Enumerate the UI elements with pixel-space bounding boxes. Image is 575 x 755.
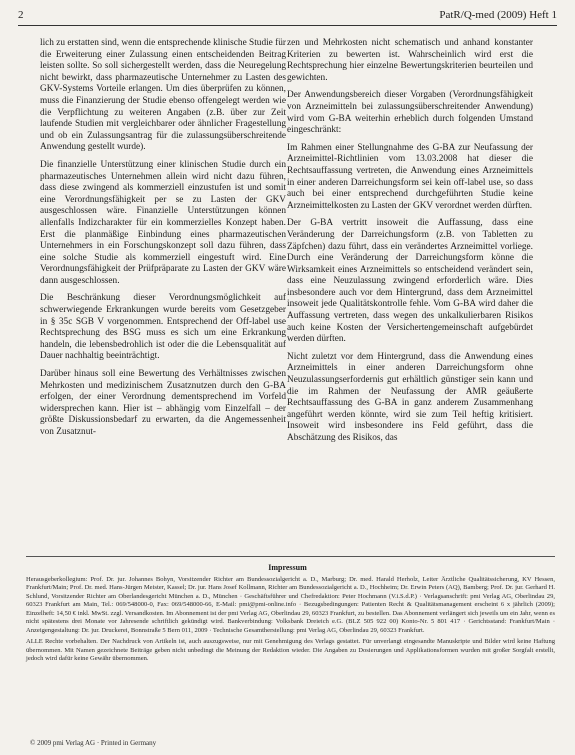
impressum-title: Impressum	[268, 563, 307, 572]
body-paragraph: Im Rahmen einer Stellungnahme des G-BA zur Neufassung der Arzneimittel-Richtlinien vom 13.03.2008 hat dieser die Rechtsauffassung vertreten, die Anwendung eines Arzneimittels in einer anderen Darreichungsform sei kein off-label use, so dass auch bei einer entsprechend durchgeführten Studie keine Arzneimittelkosten zu Lasten der GKV verordnet werden dürften.	[287, 142, 533, 211]
left-column	[40, 38, 286, 445]
journal-title: PatR/Q-med (2009) Heft 1	[439, 9, 557, 21]
body-paragraph: zen und Mehrkosten nicht schematisch und anhand konstanter Kriterien zu bewerten ist. Wahrscheinlich wird erst die Rechtsprechung hier einzelne Bewertungskriterien beurteilen und gewichten.	[287, 38, 533, 83]
body-paragraph: Der Anwendungsbereich dieser Vorgaben (Verordnungsfähigkeit von Arzneimitteln bei zulassungsüberschreitender Anwendung) wird vom G-BA weiterhin erheblich durch folgenden Umstand eingeschränkt:	[287, 90, 533, 136]
impressum-rule	[26, 556, 555, 557]
right-column	[287, 38, 533, 451]
body-paragraph: lich zu erstatten sind, wenn die entsprechende klinische Studie für die Erweiterung einer Zulassung einen entscheidenden Beitrag leisten sollte. So soll sichergestellt werden, dass die Neuregelung nicht bewirkt, dass pharmazeutische Unternehmer zu Lasten des GKV-Systems Vorteile erlangen. Um dies überprüfen zu können, muss die Finanzierung der Studie ebenso offengelegt werden wie die Verpflichtung zu weiteren Angaben (z.B. über zur Zeit laufende Studien mit vergleichbarer oder ähnlicher Fragestellung und ob ein Zulassungsantrag für die zulassungsüberschreitende Anwendung gestellt wurde).	[40, 38, 286, 153]
body-paragraph: Die finanzielle Unterstützung einer klinischen Studie durch ein pharmazeutisches Unternehmen allein wird nicht dazu führen, dass diese zwingend als kommerziell einzustufen ist und somit eine Verordnungsfähigkeit per se zu Lasten der GKV ausgeschlossen wäre. Finanzielle Unterstützungen können allenfalls Indizcharakter für ein kommerzielles Konzept haben. Erst die planmäßige Einbindung eines pharmazeutischen Unternehmers in ein Forschungskonzept soll dazu führen, dass eine solche Studie als kommerziell eingestuft wird. Eine Verordnungsfähigkeit der Prüfpräparate zu Lasten der GKV wäre dann ausgeschlossen.	[40, 159, 286, 286]
impressum-paragraph: Herausgeberkollegium: Prof. Dr. jur. Johannes Bohyn, Vorsitzender Richter am Bundessozialgericht a. D., Marburg; Dr. med. Harald Herholz, Leiter Ärztliche Qualitätssicherung, KV Hessen, Frankfurt/Main; Prof. Dr. med. Hans-Jürgen Meister, Kassel; Dr. jur. Hans Josef Kollmann, Richter am Bundessozialgericht a. D., Hochheim; Dr. Erwin Peters (AQ), Bamberg; Prof. Dr. jur. Gerhard H. Schlund, Vorsitzender Richter am Oberlandesgericht München a. D., München · Geschäftsführer und Chefredaktion: Peter Hochmann (V.i.S.d.P.) · Verlagsanschrift: pmi Verlag AG, Oberlindau 29, 60323 Frankfurt am Main, Tel.: 069/548000-0, Fax: 069/548000-66, E-Mail: pmi@pmi-online.info · Bezugsbedingungen: Patienten Recht & Qualitätsmanagement erscheint 6 x jährlich (2009); Einzelheft: 14,50 € inkl. MwSt. zzgl. Versandkosten. Im Abonnement ist der pmi Verlag AG, Oberlindau 29, 60323 Frankfurt, zu bestellen. Das Abonnement verlängert sich jeweils um ein Jahr, wenn es nicht spätestens drei Monate vor Jahresende schriftlich gekündigt wird. Bankverbindung: Volksbank Dreieich e.G. (BLZ 505 922 00) Konto-Nr. 5 801 417 · Gerichtsstand: Frankfurt/Main · Anzeigengestaltung: Dr. jur. Druckerei, Bonnstraße 5 Bern 011, 2009 · Technische Gesamtherstellung: pmi Verlag AG, Oberlindau 29, 60323 Frankfurt.	[26, 576, 555, 634]
impressum-paragraph: ALLE Rechte vorbehalten. Der Nachdruck von Artikeln ist, auch auszugsweise, nur mit Genehmigung des Verlags gestattet. Für unverlangt eingesandte Manuskripte und Bilder wird keine Haftung übernommen. Mit Namen gezeichnete Beiträge geben nicht unbedingt die Meinung der Redaktion wieder. Die Angaben zu Dosierungen und Applikationsformen wurden mit großer Sorgfalt erstellt, jedoch wird dafür keine Gewähr übernommen.	[26, 638, 555, 663]
copyright-line: © 2009 pmi Verlag AG · Printed in Germany	[30, 739, 157, 747]
body-paragraph: Die Beschränkung dieser Verordnungsmöglichkeit auf schwerwiegende Erkrankungen wurde bereits vom Gesetzgeber in § 35c SGB V vorgenommen. Entsprechend der Off-label use Rechtsprechung des BSG muss es sich um eine Erkrankung handeln, die lebensbedrohlich ist oder die die Lebensqualität auf Dauer nachhaltig beeinträchtigt.	[40, 293, 286, 362]
body-paragraph: Darüber hinaus soll eine Bewertung des Verhältnisses zwischen Mehrkosten und medizinischem Zusatznutzen durch den G-BA erfolgen, der einer Verordnung dementsprechend im Vorfeld widersprechen kann. Hier ist – abhängig vom Einzelfall – der größte Diskussionsbedarf zu erwarten, da die Angemessenheit von Zusatznut-	[40, 369, 286, 437]
running-header	[18, 9, 557, 21]
body-paragraph: Nicht zuletzt vor dem Hintergrund, dass die Anwendung eines Arzneimittels in einer anderen Darreichungsform ohne Neuzulassungserfordernis gut erhältlich günstiger sein kann und die im Rahmen der Neufassung der AMR geäußerte Rechtsauffassung des G-BA in ganz anderem Zusammenhang angeführt werden könnte, wird sie zum Teil heftig kritisiert. Insoweit wird insbesondere ins Feld geführt, dass die Abschätzung des Risikos, das	[287, 351, 533, 443]
header-rule	[18, 25, 557, 26]
body-paragraph: Der G-BA vertritt insoweit die Auffassung, dass eine Veränderung der Darreichungsform (z.B. von Tabletten zu Zäpfchen) dazu führt, dass ein verändertes Arzneimittel vorliege. Durch eine Veränderung der Darreichungsform könne die Wirksamkeit eines Arzneimittels so entscheidend verändert sein, dass eine Neuzulassung zwingend erforderlich wäre. Dies insbesondere auch vor dem Hintergrund, dass dem Arzneimittel insoweit jede Qualitätskontrolle fehle. Vom G-BA wird daher die Auffassung vertreten, dass wegen des unkalkulierbaren Risikos auch keine Kosten der Versichertengemeinschaft aufgebürdet werden dürften.	[287, 218, 533, 345]
impressum-body	[26, 576, 555, 667]
page-number: 2	[18, 9, 24, 21]
